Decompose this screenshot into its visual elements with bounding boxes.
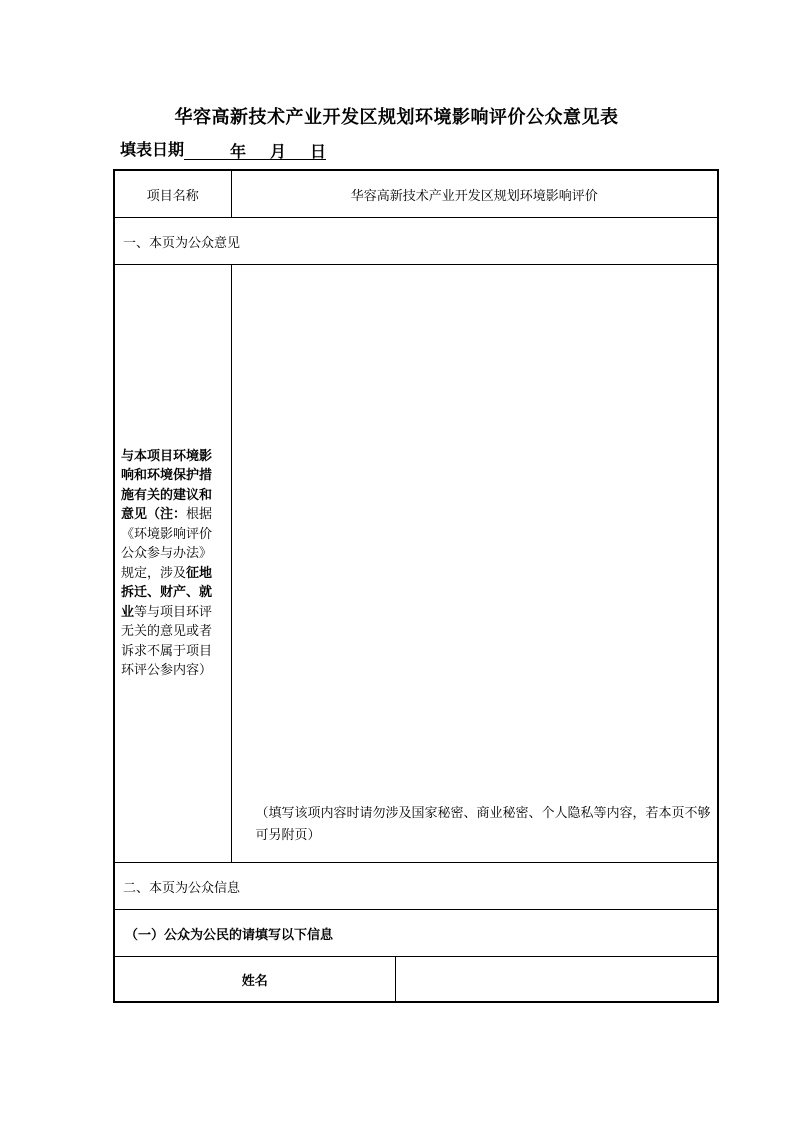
opinion-note: （填写该项内容时请勿涉及国家秘密、商业秘密、个人隐私等内容，若本页不够可另附页） [255,806,711,843]
name-input[interactable] [395,957,718,1003]
section1-row [114,218,718,265]
fill-date-blank-day[interactable] [286,139,310,160]
opinion-label [114,265,231,863]
fill-date-year-label: 年 [230,139,246,160]
fill-date-line [120,137,326,161]
fill-date-month-label: 月 [270,139,286,160]
name-label: 姓名 [114,957,395,1003]
opinion-label-text2: 等与项目环评无关的意见或者诉求不属于项目环评公参内容） [121,604,213,678]
opinion-label-text1: 根据《环境影响评价公众参与办法》规定，涉及 [121,507,213,581]
fill-date-label: 填表日期 [120,140,185,159]
fill-date-blank-year[interactable] [184,139,230,160]
section2-heading: 二、本页为公众信息 [114,863,718,910]
section1-heading: 一、本页为公众意见 [114,218,718,265]
project-name-value: 华容高新技术产业开发区规划环境影响评价 [231,170,718,218]
form-title: 华容高新技术产业开发区规划环境影响评价公众意见表 [174,107,619,128]
project-row [114,170,718,218]
project-name-label: 项目名称 [114,170,231,218]
opinion-form-table [113,169,719,1003]
fill-date-blank-month[interactable] [246,139,270,160]
subsection1-heading: （一）公众为公民的请填写以下信息 [114,910,718,957]
opinion-row [114,265,718,863]
opinion-input-area[interactable] [231,265,718,863]
subsection1-row [114,910,718,957]
opinion-label-bold2: （注： [147,507,187,522]
section2-row [114,863,718,910]
opinion-label-bold3: 征地拆迁、财产、就业 [121,565,213,620]
name-row [114,957,718,1003]
fill-date-day-label: 日 [310,139,326,160]
opinion-label-bold1: 与本项目环境影响和环境保护措施有关的建议和意见 [121,448,213,522]
